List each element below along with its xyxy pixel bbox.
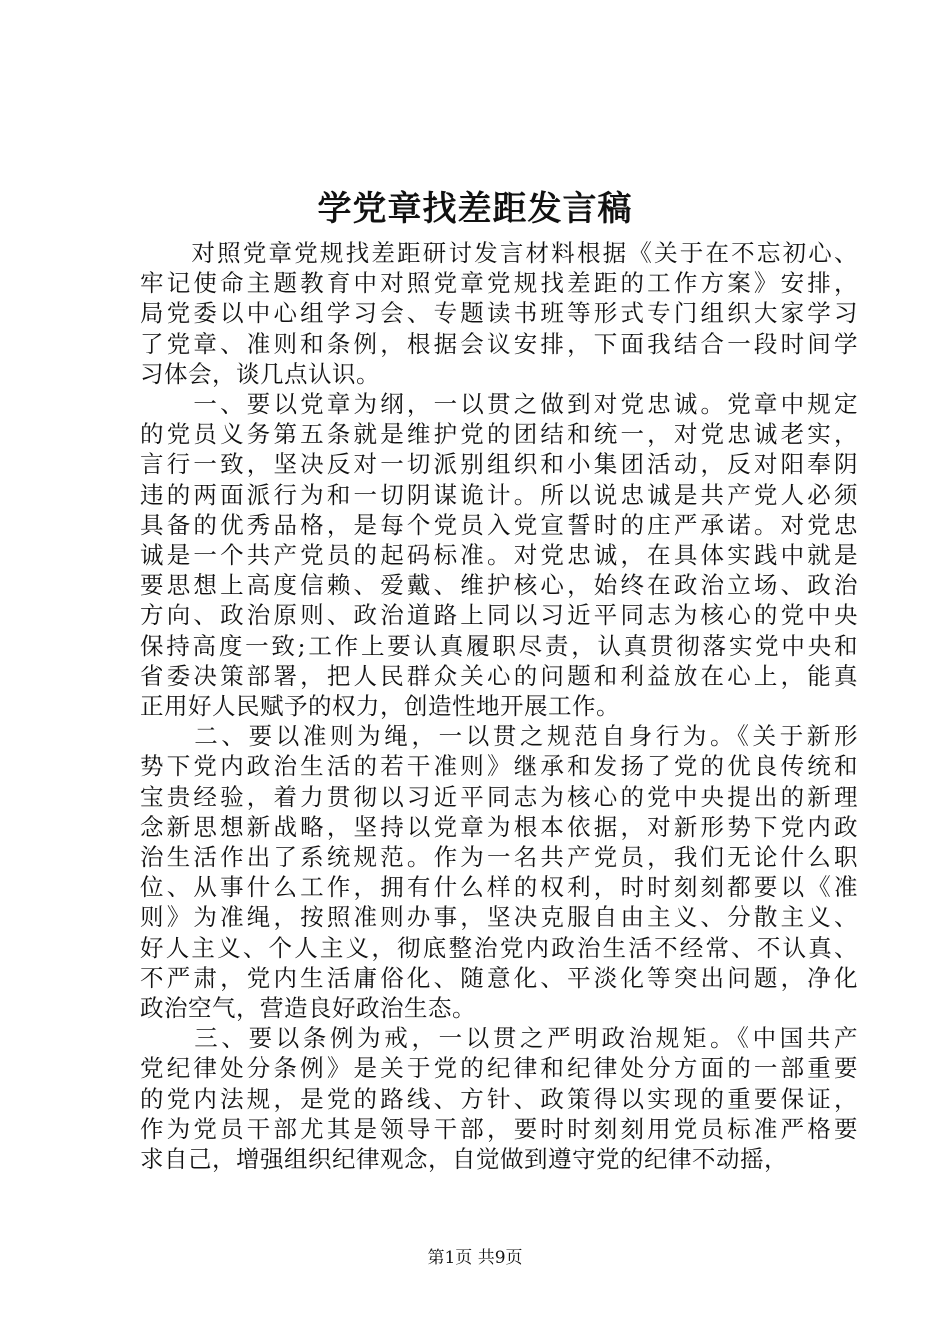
text-line: 一、要以党章为纲，一以贯之做到对党忠诚。党章中规定 xyxy=(140,390,858,419)
text-line: 念新思想新战略，坚持以党章为根本依据，对新形势下党内政 xyxy=(140,812,858,841)
text-line: 具备的优秀品格，是每个党员入党宣誓时的庄严承诺。对党忠 xyxy=(140,510,858,539)
text-line: 违的两面派行为和一切阴谋诡计。所以说忠诚是共产党人必须 xyxy=(140,480,858,509)
text-line: 方向、政治原则、政治道路上同以习近平同志为核心的党中央 xyxy=(140,601,858,630)
text-line: 势下党内政治生活的若干准则》继承和发扬了党的优良传统和 xyxy=(140,752,858,781)
text-line: 求自己，增强组织纪律观念，自觉做到遵守党的纪律不动摇， xyxy=(140,1145,788,1174)
text-line: 要思想上高度信赖、爱戴、维护核心，始终在政治立场、政治 xyxy=(140,571,858,600)
document-body xyxy=(140,238,858,1174)
text-line: 治生活作出了系统规范。作为一名共产党员，我们无论什么职 xyxy=(140,843,858,872)
page-footer: 第1页 共9页 xyxy=(427,1248,523,1268)
text-line: 宝贵经验，着力贯彻以习近平同志为核心的党中央提出的新理 xyxy=(140,782,858,811)
text-line: 对照党章党规找差距研讨发言材料根据《关于在不忘初心、 xyxy=(140,239,858,267)
text-line: 习体会，谈几点认识。 xyxy=(140,359,380,388)
text-line: 了党章、准则和条例，根据会议安排，下面我结合一段时间学 xyxy=(140,329,858,358)
text-line: 三、要以条例为戒，一以贯之严明政治规矩。《中国共产 xyxy=(140,1024,858,1053)
text-line: 好人主义、个人主义，彻底整治党内政治生活不经常、不认真、 xyxy=(140,933,858,962)
paragraph xyxy=(140,238,858,389)
text-line: 位、从事什么工作，拥有什么样的权利，时时刻刻都要以《准 xyxy=(140,873,858,902)
paragraph xyxy=(140,389,858,721)
text-line: 省委决策部署，把人民群众关心的问题和利益放在心上，能真 xyxy=(140,661,858,690)
text-line: 党纪律处分条例》是关于党的纪律和纪律处分方面的一部重要 xyxy=(140,1054,858,1083)
text-line: 局党委以中心组学习会、专题读书班等形式专门组织大家学习 xyxy=(140,299,858,328)
text-line: 保持高度一致;工作上要认真履职尽责，认真贯彻落实党中央和 xyxy=(140,631,858,660)
paragraph xyxy=(140,1023,858,1174)
text-line: 正用好人民赋予的权力，创造性地开展工作。 xyxy=(140,692,620,721)
text-line: 牢记使命主题教育中对照党章党规找差距的工作方案》安排， xyxy=(140,269,858,298)
text-line: 诚是一个共产党员的起码标准。对党忠诚，在具体实践中就是 xyxy=(140,541,858,570)
text-line: 二、要以准则为绳，一以贯之规范自身行为。《关于新形 xyxy=(140,722,858,751)
paragraph xyxy=(140,721,858,1023)
page-title: 学党章找差距发言稿 xyxy=(317,189,633,229)
text-line: 言行一致，坚决反对一切派别组织和小集团活动，反对阳奉阴 xyxy=(140,450,858,479)
text-line: 政治空气，营造良好政治生态。 xyxy=(140,994,476,1023)
text-line: 则》为准绳，按照准则办事，坚决克服自由主义、分散主义、 xyxy=(140,903,858,932)
text-line: 的党员义务第五条就是维护党的团结和统一，对党忠诚老实， xyxy=(140,420,858,449)
text-line: 不严肃，党内生活庸俗化、随意化、平淡化等突出问题，净化 xyxy=(140,963,858,992)
text-line: 的党内法规，是党的路线、方针、政策得以实现的重要保证， xyxy=(140,1084,858,1113)
text-line: 作为党员干部尤其是领导干部，要时时刻刻用党员标准严格要 xyxy=(140,1114,858,1143)
